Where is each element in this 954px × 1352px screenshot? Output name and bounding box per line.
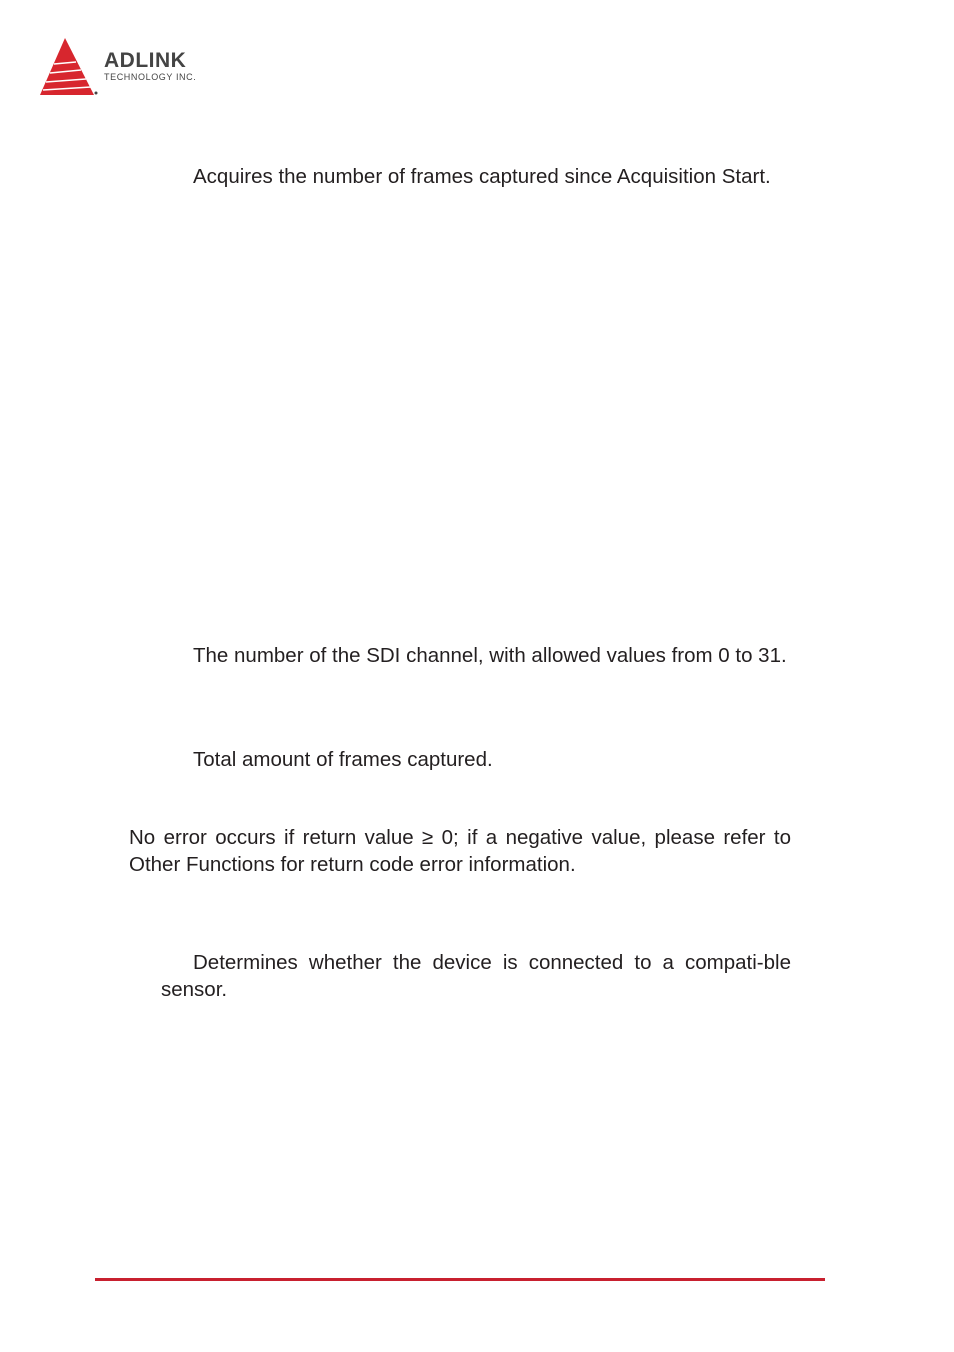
function-description: Acquires the number of frames captured since Acquisition Start. xyxy=(193,165,771,188)
brand-name: ADLINK xyxy=(104,49,187,72)
function-description-2: Determines whether the device is connected to a compati-ble sensor. xyxy=(161,951,791,1001)
brand-subtitle: TECHNOLOGY INC. xyxy=(104,72,197,82)
parameter-frames-description: Total amount of frames captured. xyxy=(193,748,493,771)
company-logo xyxy=(38,36,238,100)
adlink-triangle-icon xyxy=(38,36,100,98)
return-value-description: No error occurs if return value ≥ 0; if a negative value, please refer to Other Functions for return code error information. xyxy=(129,826,791,876)
parameter-channel-description: The number of the SDI channel, with allowed values from 0 to 31. xyxy=(193,644,787,667)
footer-divider xyxy=(95,1278,825,1281)
